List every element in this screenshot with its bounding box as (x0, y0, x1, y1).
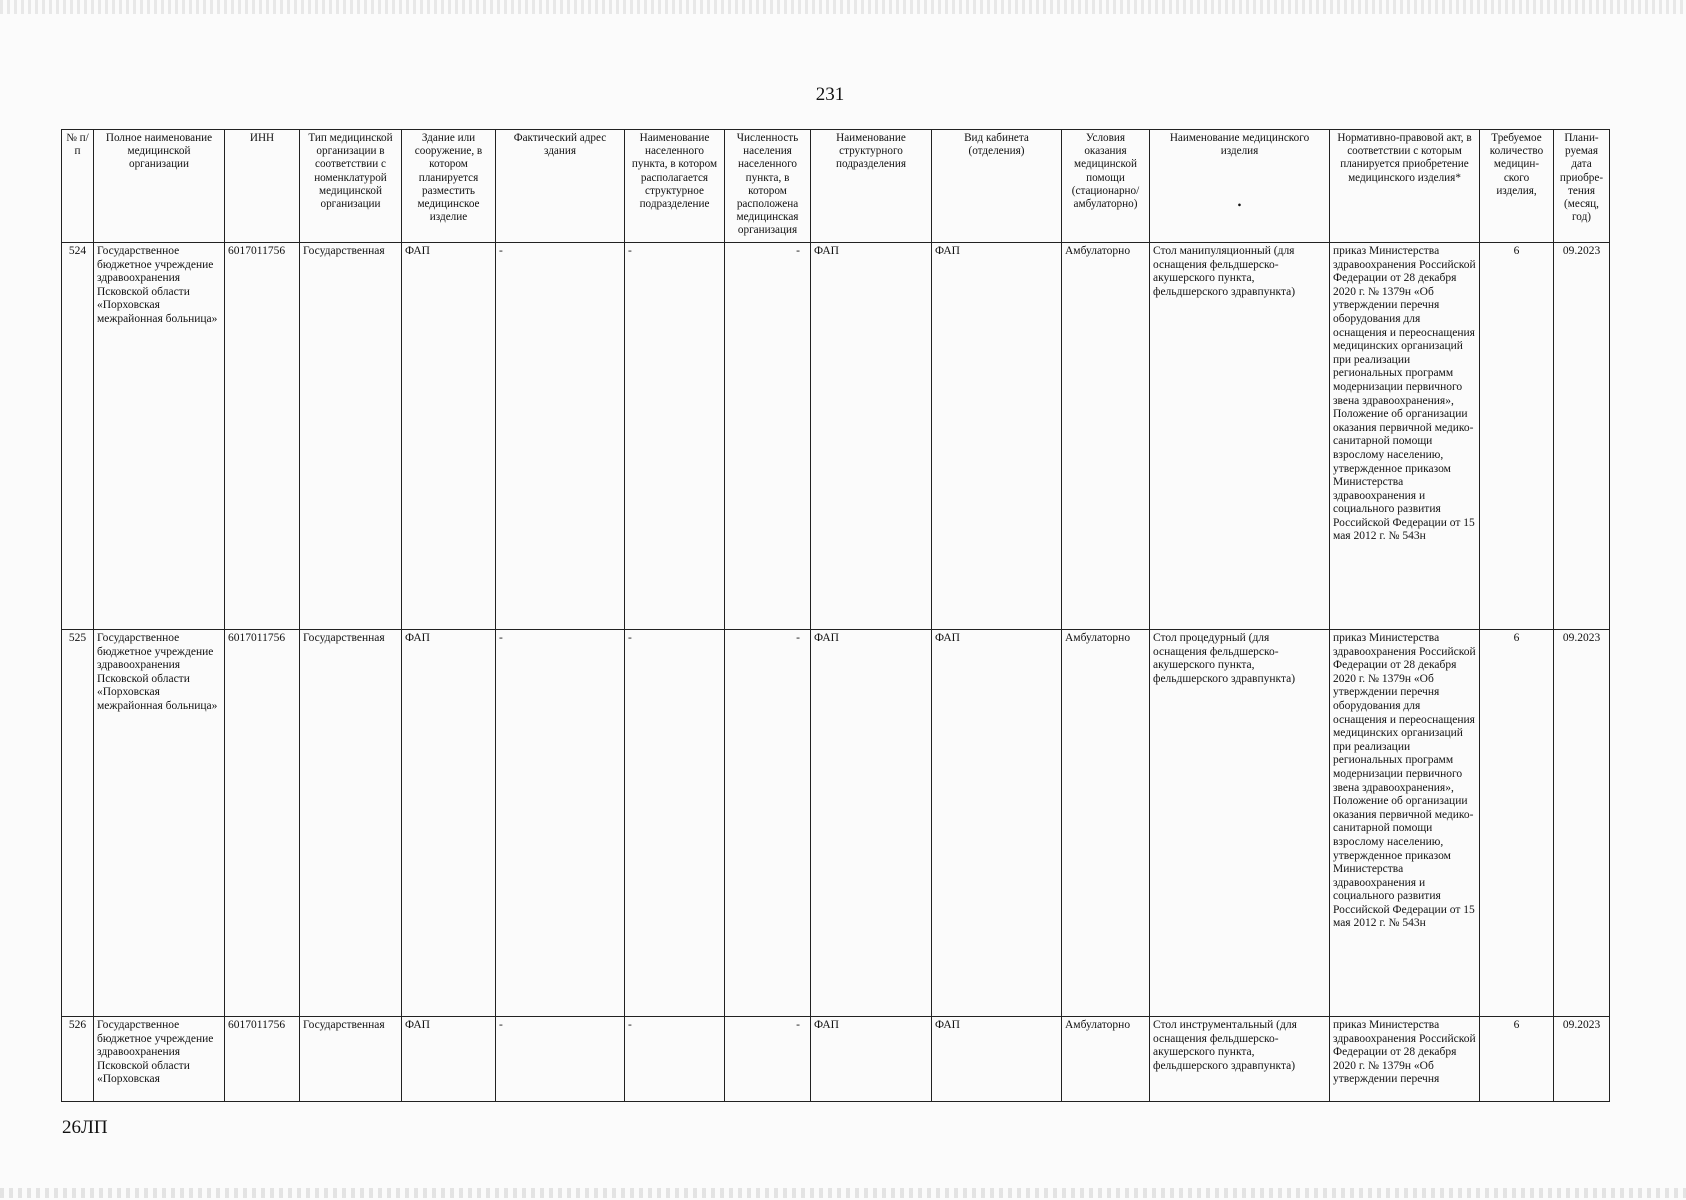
table-row (62, 630, 1610, 1017)
cell-unit: ФАП (811, 1017, 932, 1102)
cell-quantity: 6 (1480, 243, 1554, 630)
equipment-register-table (61, 129, 1610, 1102)
cell-num: 524 (62, 243, 94, 630)
header-legal-act: Нормативно-правовой акт, в соответствии с которым планируется приобретение медицинского изделия* (1330, 130, 1480, 243)
cell-inn: 6017011756 (225, 243, 300, 630)
cell-org-name: Государственное бюджетное учреждение здравоохранения Псковской области «Порховская межрайонная больница» (94, 630, 225, 1017)
header-device-label: Наименование медицинского изделия (1169, 132, 1310, 158)
scan-edge-top (0, 0, 1686, 14)
cell-locality: - (625, 630, 725, 1017)
header-building: Здание или сооружение, в котором планируется разместить медицинское изделие (402, 130, 496, 243)
cell-date: 09.2023 (1554, 1017, 1610, 1102)
header-org-type: Тип медицинской организации в соответствии с номенклатурой медицинской организации (300, 130, 402, 243)
cell-device: Стол манипуляционный (для оснащения фельдшерско-акушерского пункта, фельдшерского здравпункта) (1150, 243, 1330, 630)
table-row (62, 243, 1610, 630)
header-device-mark: • (1237, 200, 1242, 213)
cell-unit: ФАП (811, 630, 932, 1017)
cell-population: - (725, 243, 811, 630)
cell-legal-act: приказ Министерства здравоохранения Российской Федерации от 28 декабря 2020 г. № 1379н «Об утверждении перечня оборудования для оснащения и переоснащения медицинских организаций при реализации региональных программ модернизации первичного звена здравоохранения», Положение об организации оказания первичной медико-санитарной помощи взрослому населению, утвержденное приказом Министерства здравоохранения и социального развития Российской Федерации от 15 мая 2012 г. № 543н (1330, 630, 1480, 1017)
table-row (62, 1017, 1610, 1102)
cell-unit: ФАП (811, 243, 932, 630)
header-inn: ИНН (225, 130, 300, 243)
cell-population: - (725, 1017, 811, 1102)
page-number: 231 (815, 84, 845, 105)
cell-org-name: Государственное бюджетное учреждение здравоохранения Псковской области «Порховская (94, 1017, 225, 1102)
cell-num: 525 (62, 630, 94, 1017)
cell-locality: - (625, 243, 725, 630)
cell-org-type: Государственная (300, 1017, 402, 1102)
document-code: 26ЛП (62, 1117, 108, 1138)
cell-quantity: 6 (1480, 1017, 1554, 1102)
scan-edge-bottom (0, 1188, 1686, 1198)
cell-inn: 6017011756 (225, 1017, 300, 1102)
cell-org-type: Государственная (300, 243, 402, 630)
cell-date: 09.2023 (1554, 630, 1610, 1017)
cell-address: - (496, 243, 625, 630)
cell-building: ФАП (402, 630, 496, 1017)
cell-address: - (496, 1017, 625, 1102)
cell-date: 09.2023 (1554, 243, 1610, 630)
header-device (1150, 130, 1330, 243)
cell-cabinet: ФАП (932, 243, 1062, 630)
cell-conditions: Амбулаторно (1062, 1017, 1150, 1102)
cell-conditions: Амбулаторно (1062, 243, 1150, 630)
cell-legal-act: приказ Министерства здравоохранения Российской Федерации от 28 декабря 2020 г. № 1379н «Об утверждении перечня (1330, 1017, 1480, 1102)
header-conditions: Условия оказания медицинской помощи (стационарно/ амбулаторно) (1062, 130, 1150, 243)
cell-num: 526 (62, 1017, 94, 1102)
cell-cabinet: ФАП (932, 630, 1062, 1017)
cell-locality: - (625, 1017, 725, 1102)
cell-quantity: 6 (1480, 630, 1554, 1017)
cell-building: ФАП (402, 243, 496, 630)
cell-inn: 6017011756 (225, 630, 300, 1017)
cell-population: - (725, 630, 811, 1017)
header-org-name: Полное наименование медицинской организации (94, 130, 225, 243)
cell-device: Стол процедурный (для оснащения фельдшерско-акушерского пункта, фельдшерского здравпункта) (1150, 630, 1330, 1017)
cell-cabinet: ФАП (932, 1017, 1062, 1102)
header-address: Фактический адрес здания (496, 130, 625, 243)
cell-org-name: Государственное бюджетное учреждение здравоохранения Псковской области «Порховская межрайонная больница» (94, 243, 225, 630)
cell-org-type: Государственная (300, 630, 402, 1017)
header-quantity: Требуемое количество медицин- ского изделия, (1480, 130, 1554, 243)
cell-conditions: Амбулаторно (1062, 630, 1150, 1017)
header-num: № п/п (62, 130, 94, 243)
header-unit: Наименование структурного подразделения (811, 130, 932, 243)
cell-device: Стол инструментальный (для оснащения фельдшерско-акушерского пункта, фельдшерского здравпункта) (1150, 1017, 1330, 1102)
cell-building: ФАП (402, 1017, 496, 1102)
header-population: Численность населения населенного пункта, в котором расположена медицинская организация (725, 130, 811, 243)
header-cabinet: Вид кабинета (отделения) (932, 130, 1062, 243)
cell-legal-act: приказ Министерства здравоохранения Российской Федерации от 28 декабря 2020 г. № 1379н «Об утверждении перечня оборудования для оснащения и переоснащения медицинских организаций при реализации региональных программ модернизации первичного звена здравоохранения», Положение об организации оказания первичной медико-санитарной помощи взрослому населению, утвержденное приказом Министерства здравоохранения и социального развития Российской Федерации от 15 мая 2012 г. № 543н (1330, 243, 1480, 630)
header-date: Плани- руемая дата приобре- тения (месяц, год) (1554, 130, 1610, 243)
cell-address: - (496, 630, 625, 1017)
header-row (62, 130, 1610, 243)
header-locality: Наименование населенного пункта, в котором располагается структурное подразделение (625, 130, 725, 243)
